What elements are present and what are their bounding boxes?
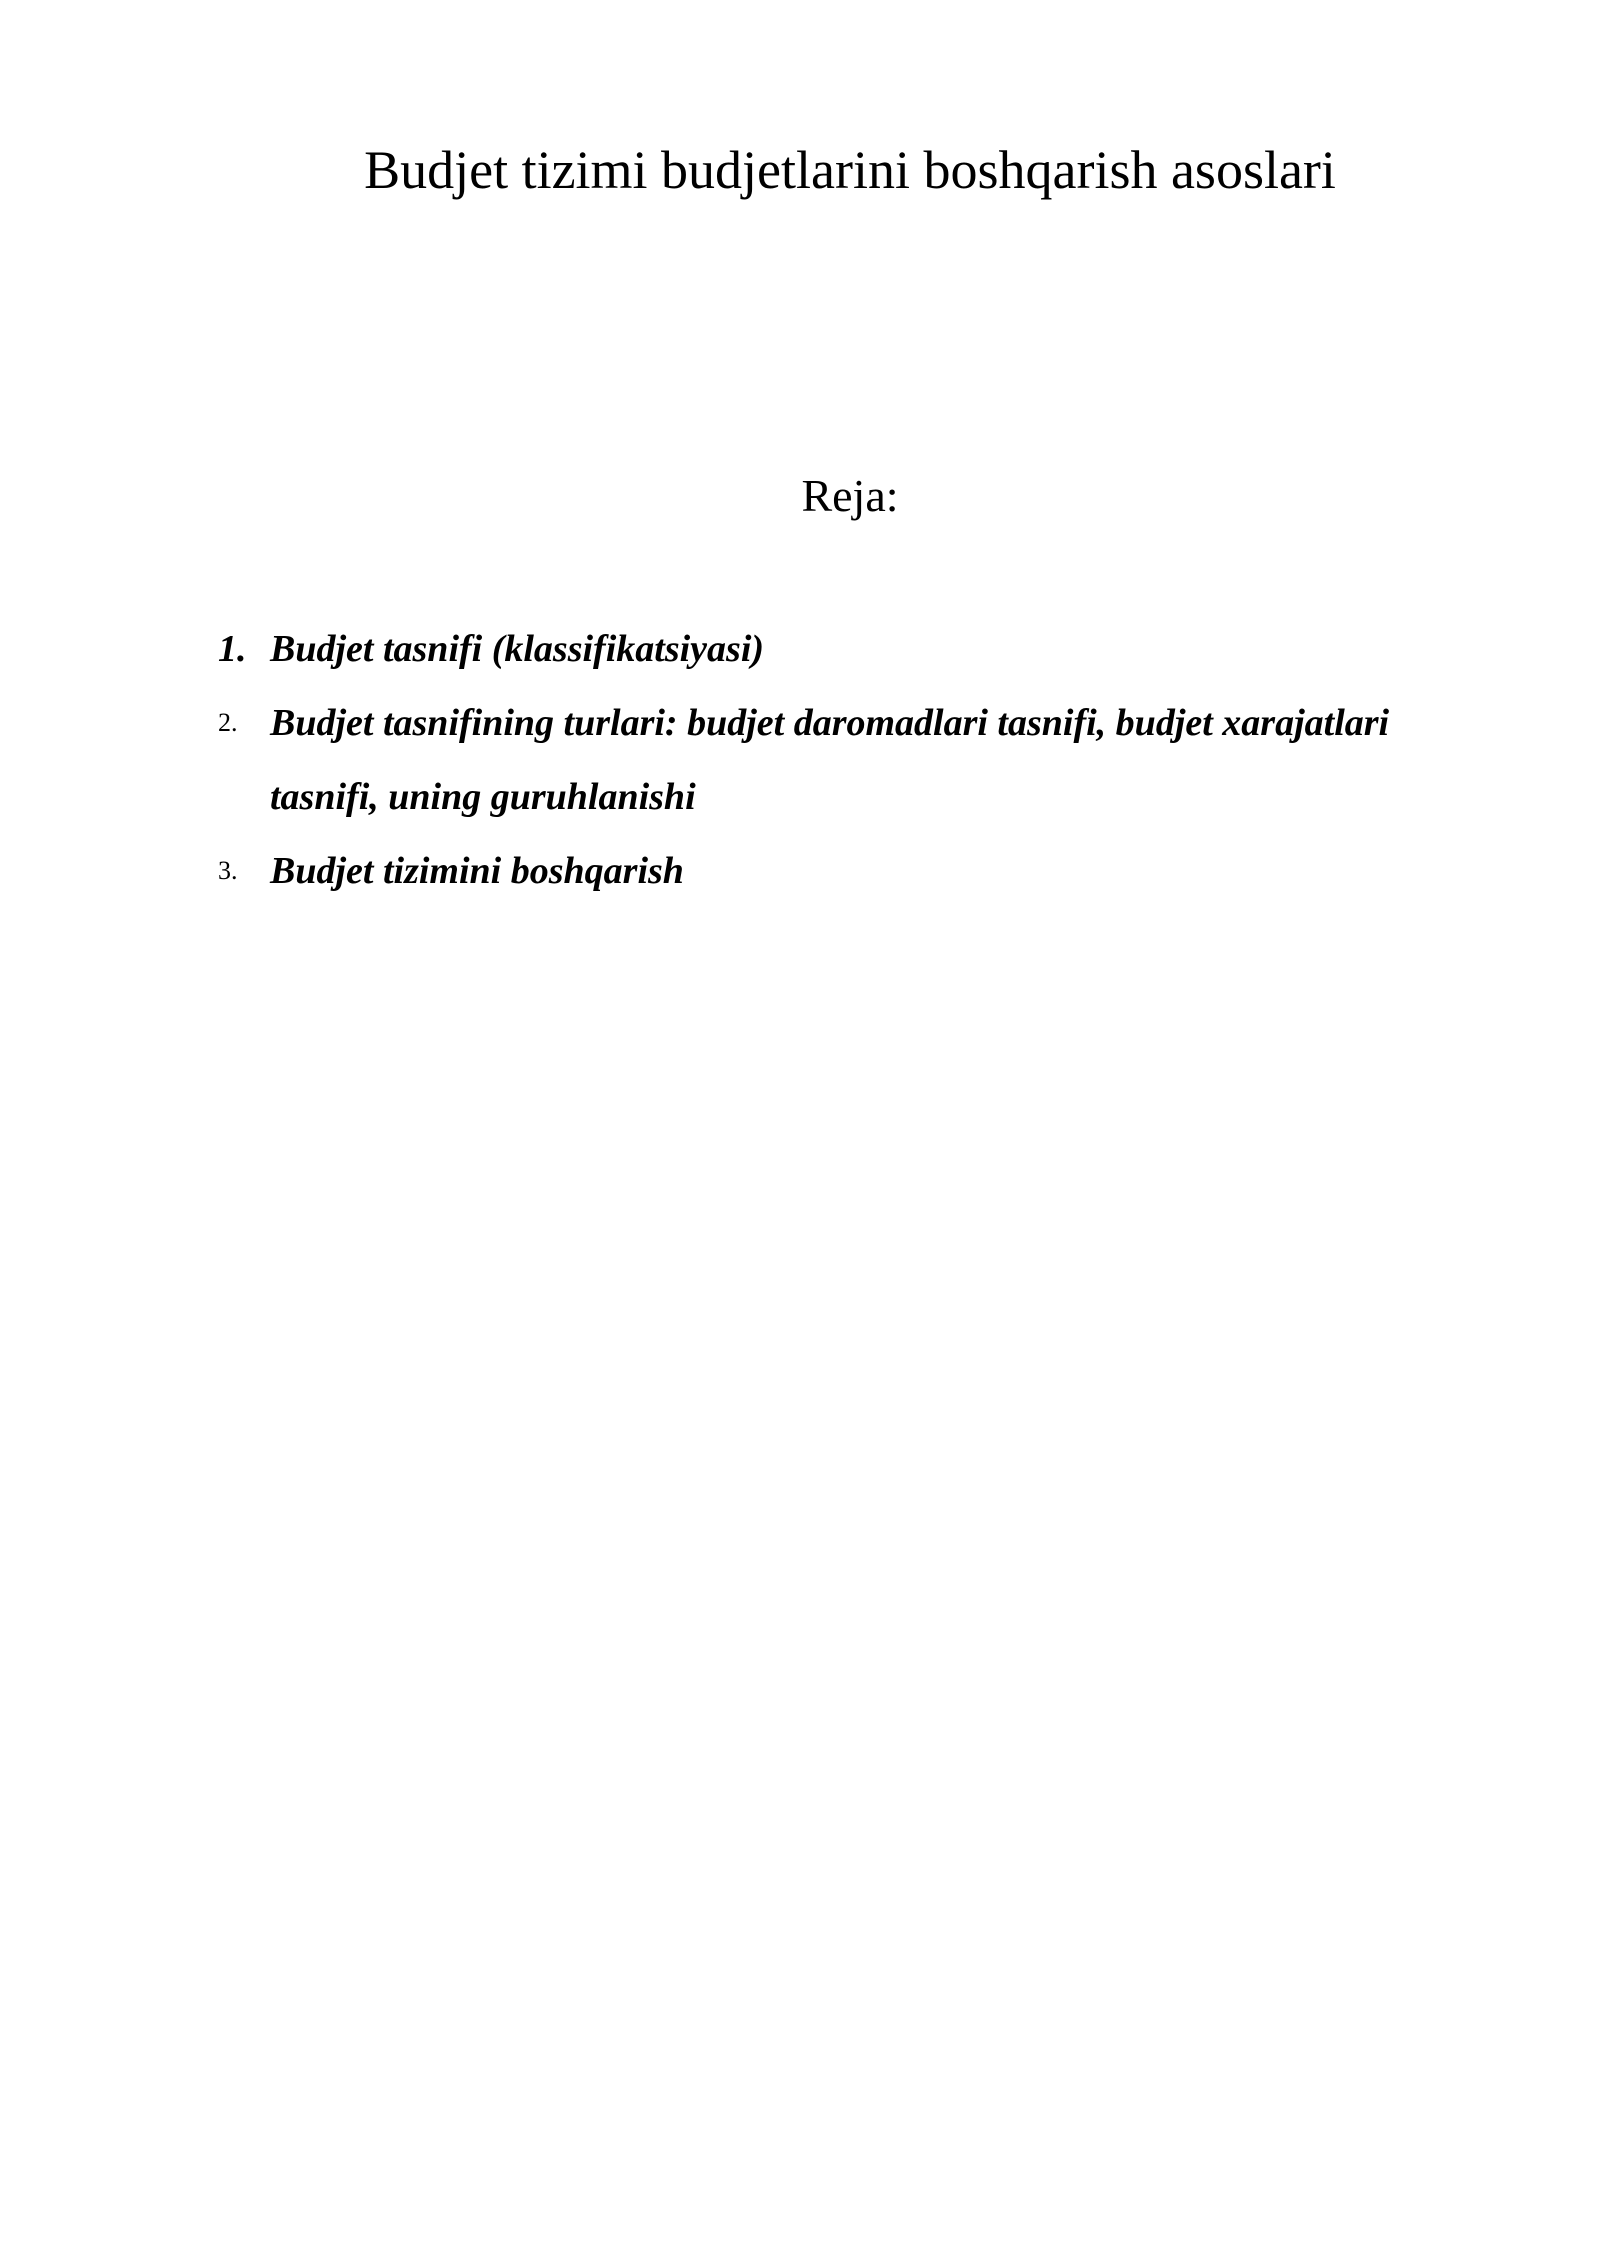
- plan-item-number: 1.: [218, 628, 247, 670]
- plan-item-number: 3.: [218, 856, 238, 885]
- plan-item: [218, 834, 1398, 908]
- plan-item-text: Budjet tizimini boshqarish: [270, 850, 684, 892]
- plan-item: [218, 612, 1398, 686]
- plan-list: [218, 612, 1398, 908]
- plan-item-text: Budjet tasnifining turlari: budjet daromadlari tasnifi, budjet xarajatlari tasnifi, uning guruhlanishi: [270, 702, 1390, 818]
- plan-heading: Reja:: [801, 470, 899, 521]
- plan-item-text: Budjet tasnifi (klassifikatsiyasi): [270, 628, 765, 670]
- plan-item: [218, 686, 1398, 834]
- plan-item-number: 2.: [218, 708, 238, 737]
- document-title: Budjet tizimi budjetlarini boshqarish asoslari: [364, 140, 1336, 200]
